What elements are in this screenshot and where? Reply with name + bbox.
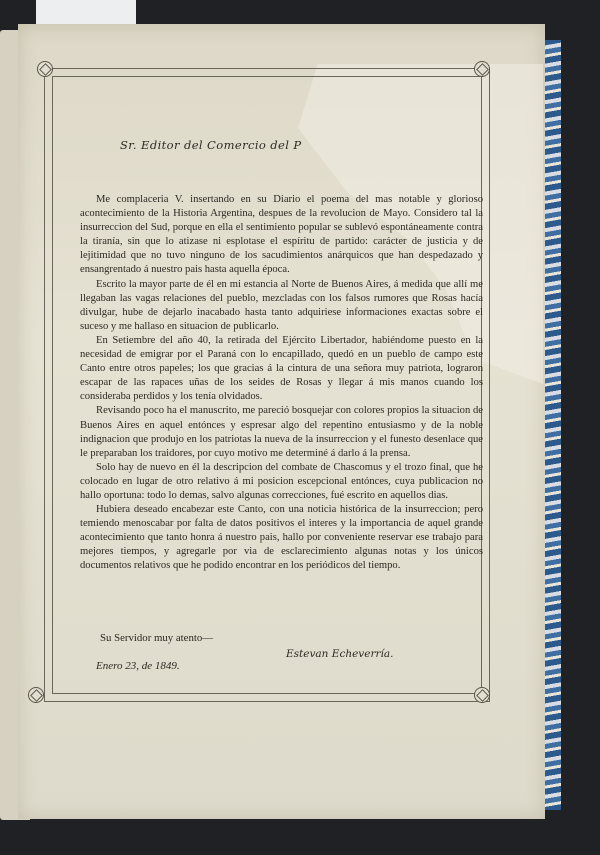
paragraph: Escrito la mayor parte de él en mi estancia al Norte de Buenos Aires, á medida que allí me llegaban las vagas relaciones del pueblo, mezcladas con los falsos rumores que Rosas hacía divulgar, hube de dejarlo inacabado hasta tanto adquiriese informaciones exactas sobre el suceso y me hallaso en situacion de publicarlo. [80, 278, 483, 332]
corner-ornament-icon [474, 687, 490, 703]
paragraph: Me complaceria V. insertando en su Diario el poema del mas notable y glorioso acontecimiento de la Historia Argentina, despues de la revolucion de Mayo. Considero tal la insurreccion del Sud, porque en ella el sentimiento popular se sublevó espontáneamente contra la tiranía, sin que lo atizase ni esplotase el espíritu de partido: carácter de justicia y de lejitimidad que no tuvo ninguno de los sacudimientos anárquicos que han despedazado y ensangrentado á nuestro pais hasta aquella época. [80, 194, 483, 276]
letter-salutation: Sr. Editor del Comercio del P [120, 138, 302, 152]
paper-tab [36, 0, 136, 26]
letter-body [80, 193, 483, 574]
paragraph: Hubiera deseado encabezar este Canto, con una noticia histórica de la insurreccion; pero temiendo menoscabar por falta de datos positivos el interes y la importancia de aquel grande acontecimiento que tanto honra á nuestro pais, hallo por conveniente reservar ese trabajo para mejores tiempos, y agregarle por via de esclarecimiento algunas notas y los únicos documentos relativos que he podido encontrar en los periódicos del tiempo. [80, 504, 483, 572]
paragraph: En Setiembre del año 40, la retirada del Ejército Libertador, habiéndome puesto en la necesidad de emigrar por el Paraná con lo encapillado, quedó en un pueblo de campo este Canto entre otros papeles; los que gracias á la cintura de una señora muy patriota, lograron escapar de las rapaces uñas de los seides de Rosas y llegar á mis manos cuando los consideraba perdidos y los tenía olvidados. [80, 334, 483, 403]
corner-ornament-icon [37, 61, 53, 77]
letter-date: Enero 23, de 1849. [96, 660, 180, 672]
corner-ornament-icon [28, 687, 44, 703]
paragraph: Revisando poco ha el manuscrito, me pareció bosquejar con colores propios la situacion de Buenos Aires en aquel entónces y espresar algo del repentino entusiasmo y de la noble indignacion que produjo en los patriotas la nueva de la insurreccion y el funesto desenlace que le preparaban los traidores, por cuyo motivo me determiné á darlo á la prensa. [80, 405, 483, 459]
signature: Estevan Echeverría. [286, 648, 394, 660]
paragraph: Solo hay de nuevo en él la descripcion del combate de Chascomus y el trozo final, que he colocado en lugar de otro relativo á mi posicion escepcional entónces, cuya publicacion no hallo oportuna: todo lo demas, salvo algunas correcciones, fué escrito en aquellos dias. [80, 461, 483, 501]
corner-ornament-icon [474, 61, 490, 77]
letter-closing: Su Servidor muy atento— [100, 632, 214, 644]
